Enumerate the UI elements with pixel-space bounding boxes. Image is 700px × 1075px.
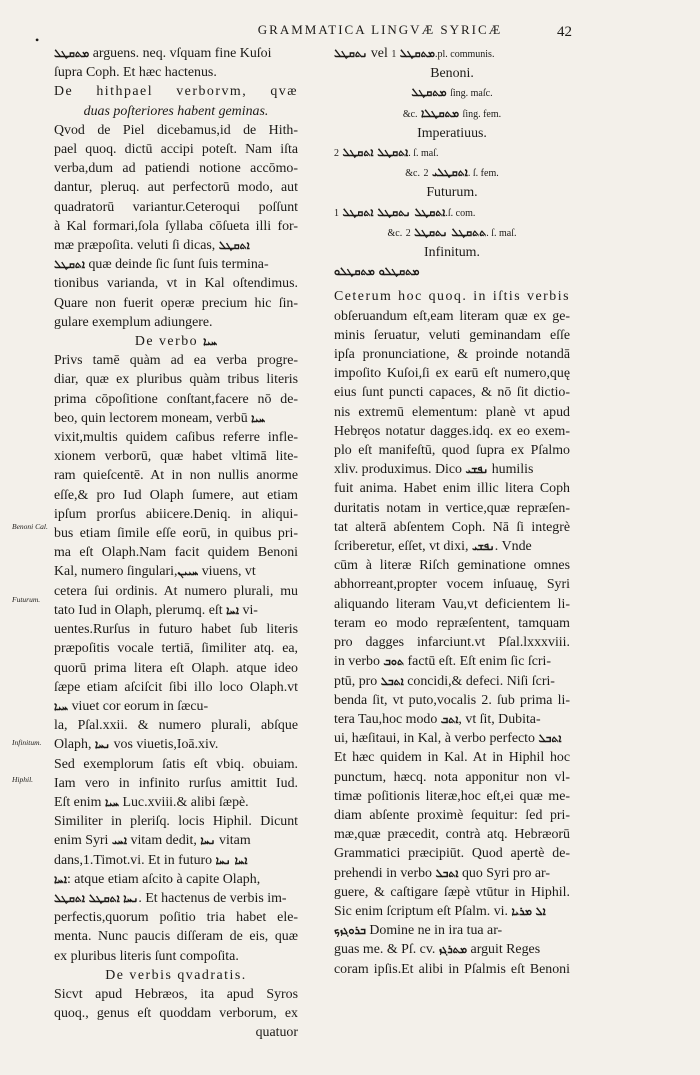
text-line: Kal, numero ſingulari,ܚܝܝܢ viuens, vt bbox=[54, 564, 256, 580]
text-line: cūm à literæ Riſch geminatione omnes bbox=[334, 558, 570, 574]
text-line: xliv. produximus. Dico ܢܦܫܝ humilis bbox=[334, 462, 534, 478]
right-column bbox=[334, 44, 570, 979]
text-line: dans,1.Timot.vi. Et in futuro ܐܚܐ ܢܚܐ bbox=[54, 852, 248, 868]
text-line: gulare exemplum adiungere. bbox=[54, 314, 213, 330]
text-line: ma eſt Olaph.Nam facit quidem Benoni bbox=[54, 545, 298, 561]
syriac-word: ܡܬܩܛܠܘ ܡܬܩܛܠܘ bbox=[334, 265, 420, 279]
text-line: Eſt enim ܚܝܐ Luc.xviii.& alibi ſæpè. bbox=[54, 794, 249, 810]
text-line: pro dagges infarciunt.vt Pſal.lxxxviii. bbox=[334, 635, 570, 651]
text-line: Iam vero in infinito rurſus amittit Iud. bbox=[54, 775, 298, 791]
text-line: ܐܬܩܛܠ quæ deinde ſic ſunt ſuis termina- bbox=[54, 257, 269, 273]
syriac-word: ܚܝܐ bbox=[203, 335, 218, 349]
syriac-word: ܡܬܪܓܙ bbox=[438, 943, 468, 957]
syriac-word: ܐܬܩܛܠ ܢܬܩܛܠ ܐܬܩܛܠ bbox=[342, 205, 446, 219]
text-line: duritatis notam in vertice,quæ repræſen- bbox=[334, 500, 570, 516]
text-line: pael quoq. dictū accipi poteſt. Nam iſta bbox=[54, 142, 298, 158]
text-line: enim Syri ܐܚܝ vitam dedit, ܢܚܐ vitam bbox=[54, 833, 251, 849]
text-line: Sic enim ſcriptum eſt Pſalm. vi. ܐܠ ܡܪܝܐ bbox=[334, 903, 546, 919]
syriac-word: ܚܝܐ bbox=[104, 795, 120, 809]
syriac-word: ܒܪܘܓܙܟ bbox=[334, 924, 366, 938]
text-line: perfectis,quorum poſitio tria habet ele- bbox=[54, 910, 298, 926]
text-line: Grammatici præcipiūt. Quod apertè de- bbox=[334, 846, 570, 862]
text-line: la, Pſal.xxii. & numero plurali, abſque bbox=[54, 718, 298, 734]
text-line: eſſe,& pro Iud Olaph ſumere, aut etiam bbox=[54, 487, 298, 503]
paradigm-row: ܐܬܩܛܠ ܐܬܩܛܠ 2. ſ. maſ. bbox=[334, 146, 439, 160]
catchword: quatuor bbox=[255, 1025, 298, 1041]
margin-note-futurum: Futurum. bbox=[12, 595, 41, 604]
text-line: beo, quin lectorem moneam, verbū ܚܝܐ bbox=[54, 410, 266, 426]
syriac-word: ܡܬܩܛܠ bbox=[54, 47, 90, 60]
text-line: Hebręos notatur dagges.idq. ex eo exem- bbox=[334, 423, 570, 439]
text-line: menta. Nunc paucis diſſeram de eis, quæ bbox=[54, 929, 298, 945]
syriac-word: ܢܚܐ bbox=[123, 891, 139, 905]
text-line: ex pluribus literis ſunt compoſita. bbox=[54, 948, 239, 964]
text-line: diam abſente proximè ſequitur: ſed pri- bbox=[334, 807, 570, 823]
paradigm-row: ܢܬܩܛܠ vel ܡܬܩܛܠ 1.pl. communis. bbox=[334, 46, 495, 61]
text-line: impoſito Kuſoi,ſi ex earū eſt numero,quę bbox=[334, 366, 570, 382]
margin-note-benoni: Benoni Cal. bbox=[12, 522, 48, 531]
text-line: xionem verborū, quæ habet vltimā lite- bbox=[54, 449, 298, 465]
text-line: ptū, pro ܐܬܒܠ concidi,& defeci. Niſi ſcri- bbox=[334, 673, 555, 689]
text-line: ram quieſcentē. At in non nullis anorme bbox=[54, 468, 298, 484]
text-line: teram eo modo repræſentent, tamquam bbox=[334, 615, 570, 631]
syriac-word: ܚܝܐ bbox=[251, 411, 266, 425]
syriac-word: ܐܬܩܛܠ ܐܬܩܛܠ bbox=[54, 891, 120, 905]
left-column bbox=[54, 44, 298, 1043]
syriac-word: ܐܚܐ bbox=[226, 603, 240, 617]
margin-note-hiphil: Hiphil. bbox=[12, 775, 34, 784]
text-line: mæ præpoſita. veluti ſi dicas, ܐܬܩܛܠ bbox=[54, 238, 250, 254]
paradigm-heading: Benoni. bbox=[430, 66, 474, 82]
text-line: Olaph, ܢܚܐ vos viuetis,Ioā.xiv. bbox=[54, 737, 219, 753]
syriac-word: ܐܬܒ bbox=[440, 712, 459, 726]
paradigm-row: &c. ܐܬܩܛܠܝ 2. ſ. fem. bbox=[405, 166, 499, 180]
text-line: mæ,quæ præcedit, contrà atq. Hebræorū bbox=[334, 827, 570, 843]
syriac-word: ܐܬܩܛܠ bbox=[54, 258, 85, 272]
text-line: Similiter in pleriſq. locis Hiphil. Dicunt bbox=[54, 814, 298, 830]
paradigm-row bbox=[334, 262, 570, 281]
paradigm-heading: Infinitum. bbox=[424, 245, 480, 261]
text-line: bus etiam ſimile eſſe eorū, in quibus pri- bbox=[54, 526, 298, 542]
text-line: quorū prima litera eſt Olaph. atque ideo bbox=[54, 660, 298, 676]
text-line: Ceterum hoc quoq. in iſtis verbis bbox=[334, 289, 570, 305]
text-line: minis ſeruatur, veluti geminandam eſſe bbox=[334, 327, 570, 343]
syriac-word: ܢܬܩܛܠ bbox=[334, 47, 368, 60]
text-line: benda ſit, vt puto,vocalis 2. ſub prima li- bbox=[334, 692, 570, 708]
text-line: Sicvt apud Hebræos, ita apud Syros bbox=[54, 986, 298, 1002]
syriac-word: ܐܬܩܛܠܝ bbox=[431, 166, 468, 180]
text-line: punctum, hæcq. nota apponitur non vl- bbox=[334, 769, 570, 785]
syriac-word: ܡܬܩܛܠ bbox=[411, 86, 447, 100]
text-line: præpoſitis vocale tertiā, ſimiliter atq. ea, bbox=[54, 641, 298, 657]
text-line: tato Iud in Olaph, plerumq. eſt ܐܚܐ vi- bbox=[54, 602, 258, 618]
text-line: uentes.Rurſus in futuro habet ſub literis bbox=[54, 622, 298, 638]
text-line: guere, & caſtigare ſæpè vtūtur in Hiphil. bbox=[334, 884, 570, 900]
text-line: Sed exemplorum ſatis eſt vbiq. obuiam. bbox=[54, 756, 298, 772]
text-line: guas me. & Pſ. cv. ܡܬܪܓܙ arguit Reges bbox=[334, 942, 541, 958]
paradigm-row: ܡܬܩܛܠ ſing. maſc. bbox=[411, 86, 493, 100]
syriac-word: ܐܚܐ ܢܚܐ bbox=[215, 853, 248, 867]
text-line: aliquando literam Vau,vt deficientem li- bbox=[334, 596, 570, 612]
text-line: ipſa pronunciatione, & proinde notandā bbox=[334, 347, 570, 363]
margin-note-infinitum: Infinitum. bbox=[12, 738, 42, 747]
syriac-word: ܬܘܒ bbox=[383, 655, 405, 669]
text-line: tera Tau,hoc modo ܐܬܒ, vt ſit, Dubita- bbox=[334, 711, 541, 727]
text-line: vixit,multis quidem caſibus referre infle- bbox=[54, 430, 298, 446]
text-line: prima cōpoſitione conſtant,facere nō de- bbox=[54, 391, 298, 407]
syriac-word: ܐܬܒܠ bbox=[380, 674, 404, 688]
section-heading: De verbis qvadratis. bbox=[105, 967, 247, 983]
text-line: ſcriberetur, eſſet, vt dixi, ܢܦܫܝ. Vnde bbox=[334, 539, 532, 555]
text-line: ܡܬܩܛܠ arguens. neq. vſquam fine Kuſoi bbox=[54, 46, 272, 61]
printer-dot: • bbox=[35, 33, 40, 47]
text-line: prehendi in verbo ܐܬܒܠ quo Syri pro ar- bbox=[334, 865, 551, 881]
text-line: cetera ſui ordinis. At numero plurali, mu bbox=[54, 583, 298, 599]
text-line: plo eſt manifeſtū, quod ſupra ex Pſalmo bbox=[334, 443, 570, 459]
section-subheading: duas poſteriores habent geminas. bbox=[83, 103, 269, 119]
paradigm-row: &c. ܬܬܩܛܠ ܢܬܩܛܠ 2. ſ. maſ. bbox=[387, 225, 517, 239]
text-line: à Kal formari,ſola ſyllaba cōſueta illi for- bbox=[54, 218, 298, 234]
text-line: timæ poſitionis literæ,hoc eſt,ei quæ me- bbox=[334, 788, 570, 804]
text-line: diar, quæ ex pluribus quàm tribus literis bbox=[54, 372, 298, 388]
text-line: fuit anima. Habet enim illic litera Coph bbox=[334, 481, 570, 497]
text-line: nis extremū elementum: planè vt apud bbox=[334, 404, 570, 420]
text-line: Qvod de Piel dicebamus,id de Hith- bbox=[54, 122, 298, 138]
paradigm-heading: Futurum. bbox=[426, 185, 478, 201]
syriac-word: ܡܬܩܛܠ bbox=[399, 47, 435, 60]
syriac-word: ܐܚܐ bbox=[54, 872, 67, 886]
syriac-word: ܐܬܒܠ bbox=[538, 732, 562, 746]
syriac-word: ܢܦܫܝ bbox=[465, 463, 489, 477]
text-line: in verbo ܬܘܒ factū eſt. Eſt enim ſic ſcri- bbox=[334, 654, 552, 670]
syriac-word: ܚܝܐ bbox=[54, 699, 69, 713]
text-line: quadratorū variantur.Ceteroqui poſſunt bbox=[54, 199, 298, 215]
syriac-word: ܡܬܩܛܠܐ bbox=[421, 106, 460, 120]
text-line: ܢܚܐ ܐܬܩܛܠ ܐܬܩܛܠ . Et hactenus de verbis im- bbox=[54, 890, 287, 906]
syriac-word: ܢܚܐ bbox=[94, 738, 111, 752]
page-number: 42 bbox=[557, 24, 572, 40]
paradigm-heading: Imperatiuus. bbox=[417, 125, 487, 141]
syriac-word: ܢܦܫܝ bbox=[471, 540, 495, 554]
text-line: ui, hæſitaui, in Kal, à verbo perfecto ܐܬܒܠ bbox=[334, 731, 562, 747]
running-head: GRAMMATICA LINGVÆ SYRICÆ bbox=[257, 22, 503, 37]
text-line: coram ipſis.Et alibi in Pſalmis eſt Benoni bbox=[334, 961, 570, 977]
text-line: Quare non fuerit operæ precium hic ſin- bbox=[54, 295, 298, 311]
syriac-word: ܢܚܐ bbox=[200, 834, 216, 848]
section-heading: De hithpael verborvm, qvæ bbox=[54, 84, 298, 100]
syriac-word: ܐܬܩܛܠ ܐܬܩܛܠ bbox=[342, 146, 409, 160]
text-line: ܚܝܐ viuet cor eorum in ſæcu- bbox=[54, 698, 209, 714]
paradigm-row: &c. ܡܬܩܛܠܐ ſing. fem. bbox=[402, 106, 502, 120]
text-line: verba,dum ad patiendi notione accōmo- bbox=[54, 161, 298, 177]
syriac-word: ܡܪܝܐ bbox=[511, 904, 532, 918]
text-line: Et hæc quidem in Kal. At in Hiphil hoc bbox=[334, 750, 570, 766]
syriac-word: ܐܚܝ bbox=[111, 834, 128, 848]
text-line: tionibus varianda, vt in Kal oſtendimus. bbox=[54, 276, 298, 292]
paradigm-row: ܐܬܩܛܠ ܢܬܩܛܠ ܐܬܩܛܠ 1.ſ. com. bbox=[334, 205, 476, 219]
text-line: ſæpe etiam aſciſcit ſibi illo loco Olaph.vt bbox=[54, 679, 298, 695]
syriac-word: ܐܬܩܛܠ bbox=[218, 239, 250, 253]
text-line: ܒܪܘܓܙܟ Domine ne in ira tua ar- bbox=[334, 923, 503, 939]
text-line: dantur, pleruq. aut perfectorū modo, aut bbox=[54, 180, 298, 196]
text-line: Privs tamē quàm ad ea verba progre- bbox=[54, 353, 298, 369]
syriac-word: ܐܬܒܠ bbox=[435, 866, 459, 880]
text-line: abhorreant,propter vocem inſuauę, Syri bbox=[334, 577, 570, 593]
text-line: obſeruandum eſt,eam literam quæ ex ge- bbox=[334, 308, 570, 324]
text-line: ipſum prorſus abiicere.Deniq. in aliqui- bbox=[54, 506, 298, 522]
text-line: eius ſunt puncti capaces, & nō ſit dictio- bbox=[334, 385, 570, 401]
syriac-word: ܬܬܩܛܠ ܢܬܩܛܠ bbox=[414, 225, 487, 239]
text-line: quoq., genus eſt quoddam verborum, ex bbox=[54, 1006, 298, 1022]
syriac-word: ܐܠ bbox=[535, 904, 546, 918]
text-line: ſupra Coph. Et hæc hactenus. bbox=[54, 65, 217, 81]
text-line: tat alterā abſentem Coph. Nā ſi integrè bbox=[334, 519, 570, 535]
syriac-word: ܚܝܝܢ bbox=[177, 565, 199, 579]
section-heading: De verbo ܚܝܐ bbox=[134, 334, 218, 350]
text-line: ܐܚܐ: atque etiam aſcito à capite Olaph, bbox=[54, 871, 261, 887]
